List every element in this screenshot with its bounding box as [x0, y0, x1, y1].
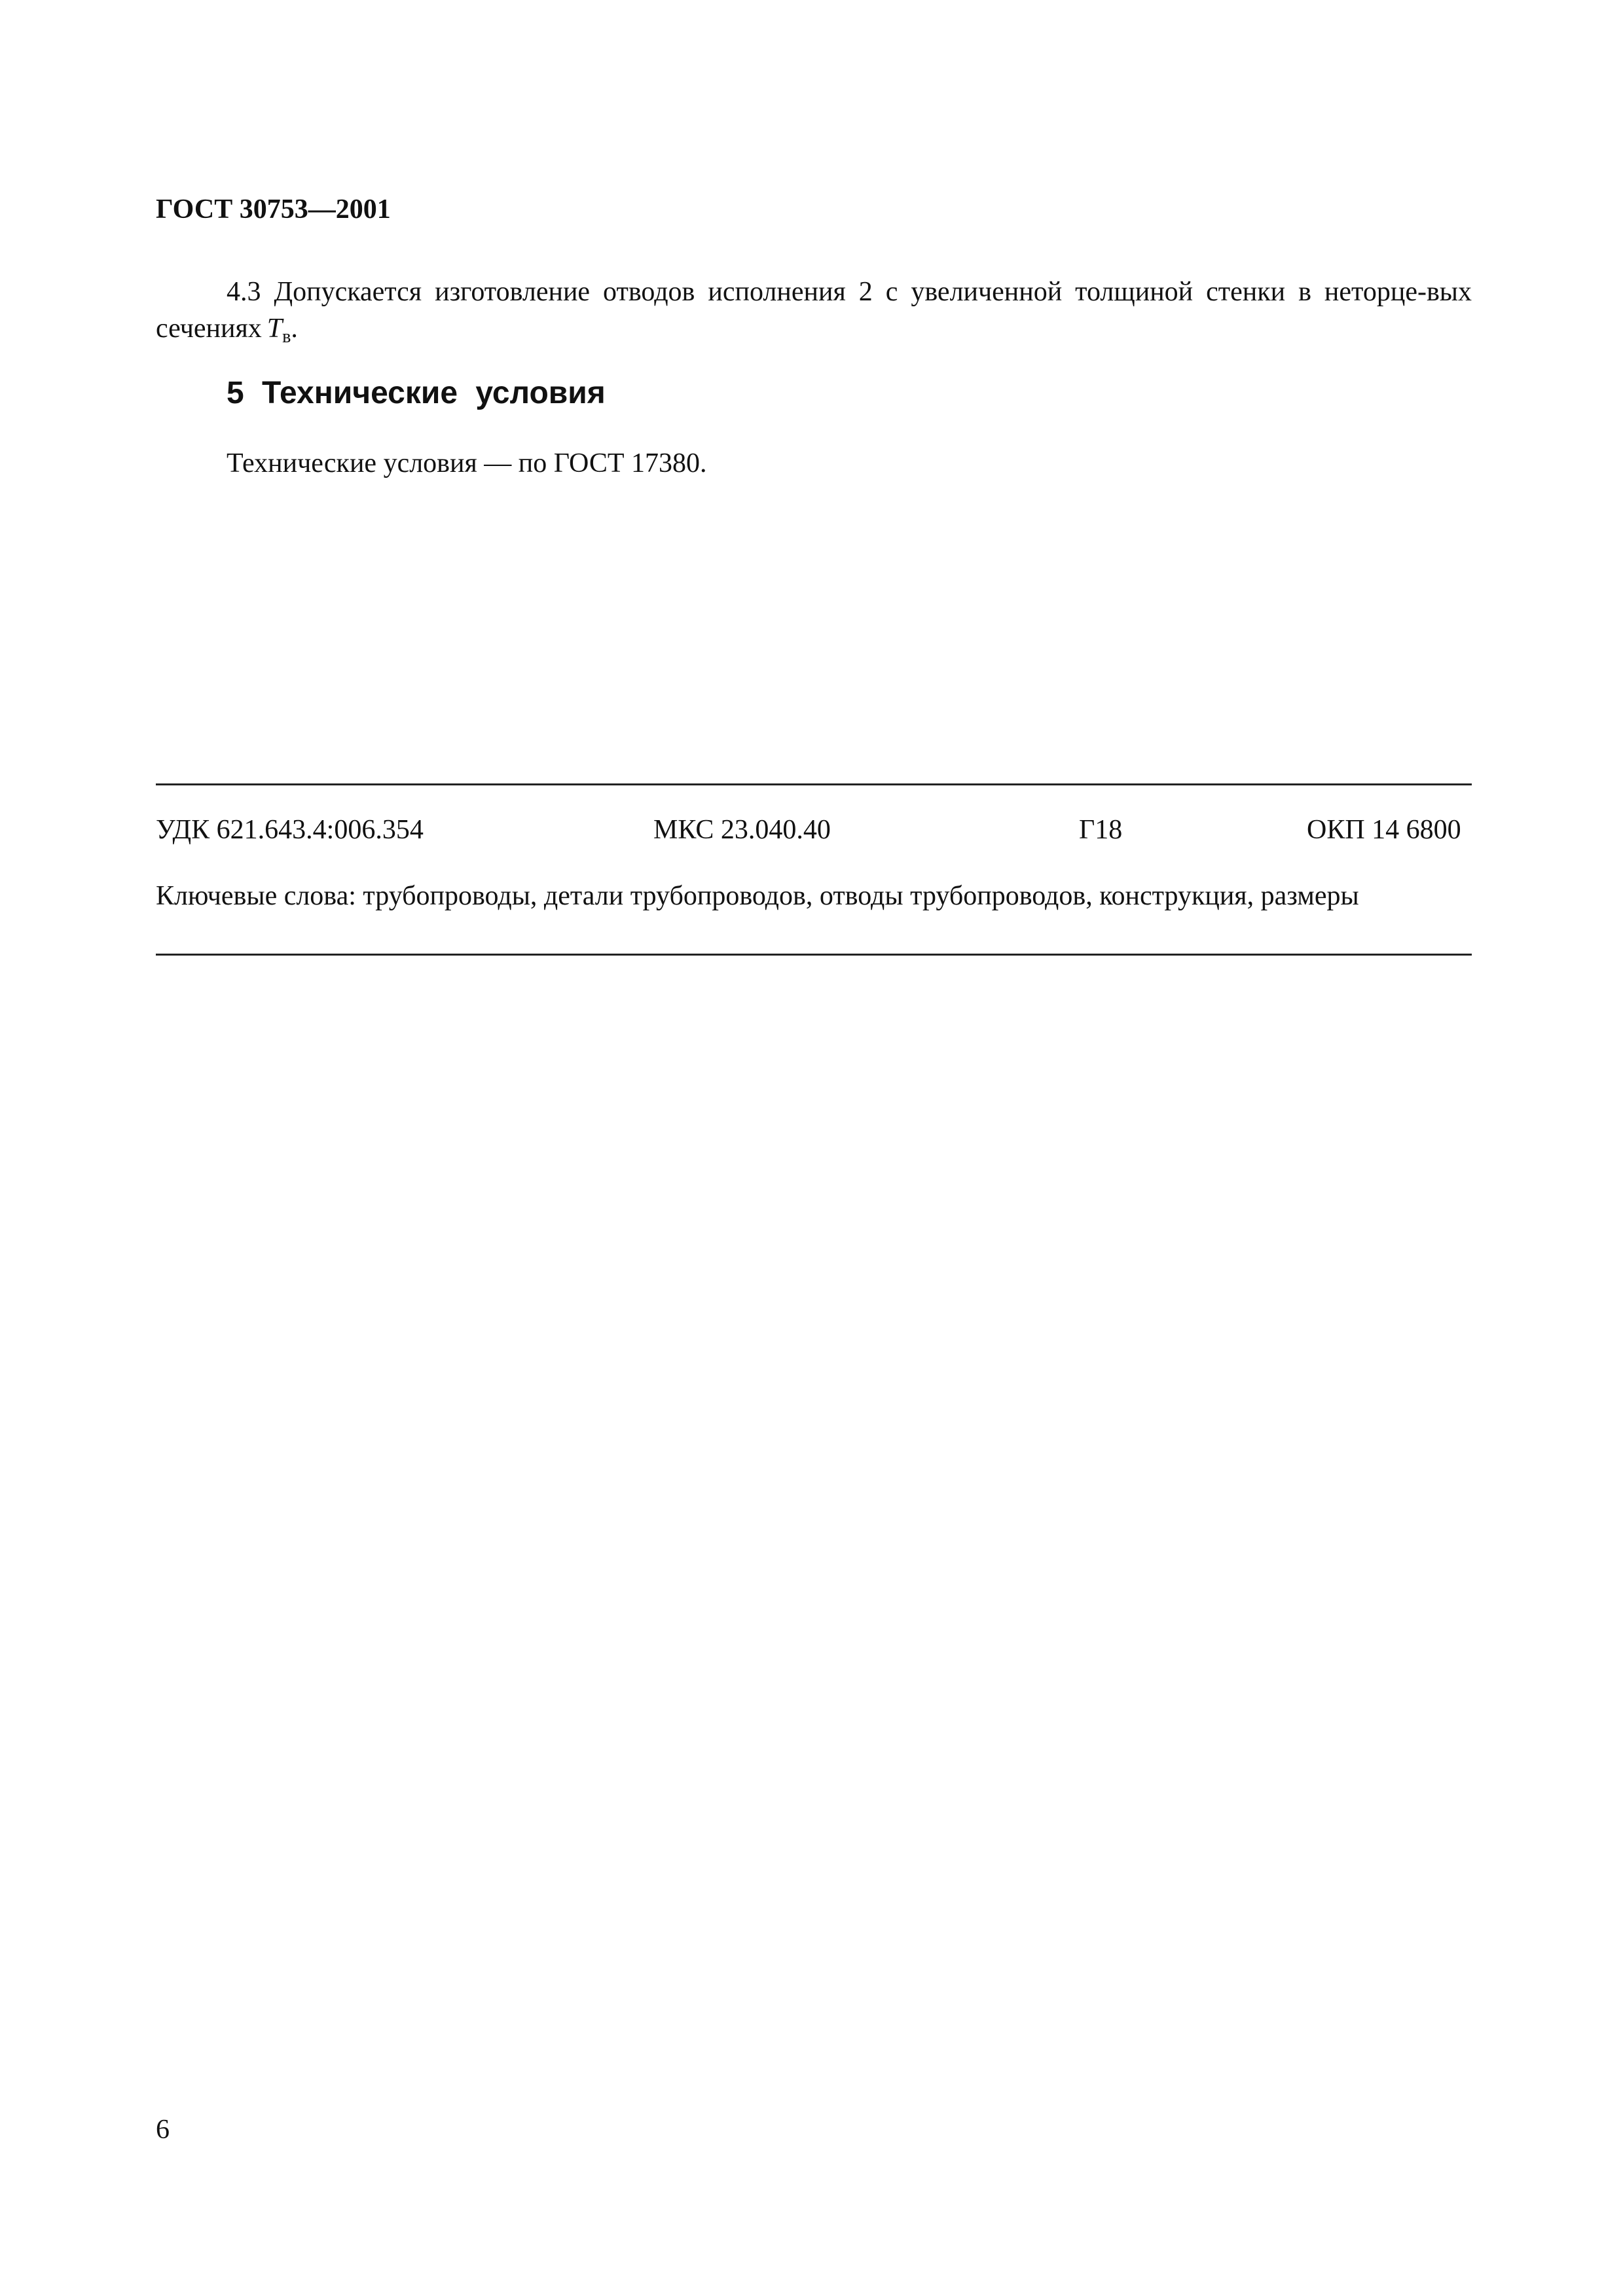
section-5-heading: 5 Технические условия — [227, 376, 606, 410]
clause-4-3-text: 4.3 Допускается изготовление отводов исполнения 2 с увеличенной толщиной стенки в неторце-вых сечениях — [156, 277, 1472, 344]
clause-4-3 — [156, 274, 1472, 347]
group-code: Г18 — [1079, 815, 1123, 845]
symbol-subscript: в — [282, 327, 291, 347]
top-divider — [156, 783, 1472, 785]
keywords-line: Ключевые слова: трубопроводы, детали трубопроводов, отводы трубопроводов, конструкция, размеры — [156, 881, 1359, 911]
section-5-text: Технические условия — по ГОСТ 17380. — [227, 448, 707, 478]
udk-code: УДК 621.643.4:006.354 — [156, 815, 424, 845]
symbol-t: T — [266, 314, 283, 344]
mks-code: МКС 23.040.40 — [653, 815, 831, 845]
document-code: ГОСТ 30753—2001 — [156, 194, 391, 224]
bottom-divider — [156, 954, 1472, 956]
page-number: 6 — [156, 2115, 170, 2145]
clause-4-3-period: . — [291, 314, 298, 344]
okp-code: ОКП 14 6800 — [1307, 815, 1461, 845]
